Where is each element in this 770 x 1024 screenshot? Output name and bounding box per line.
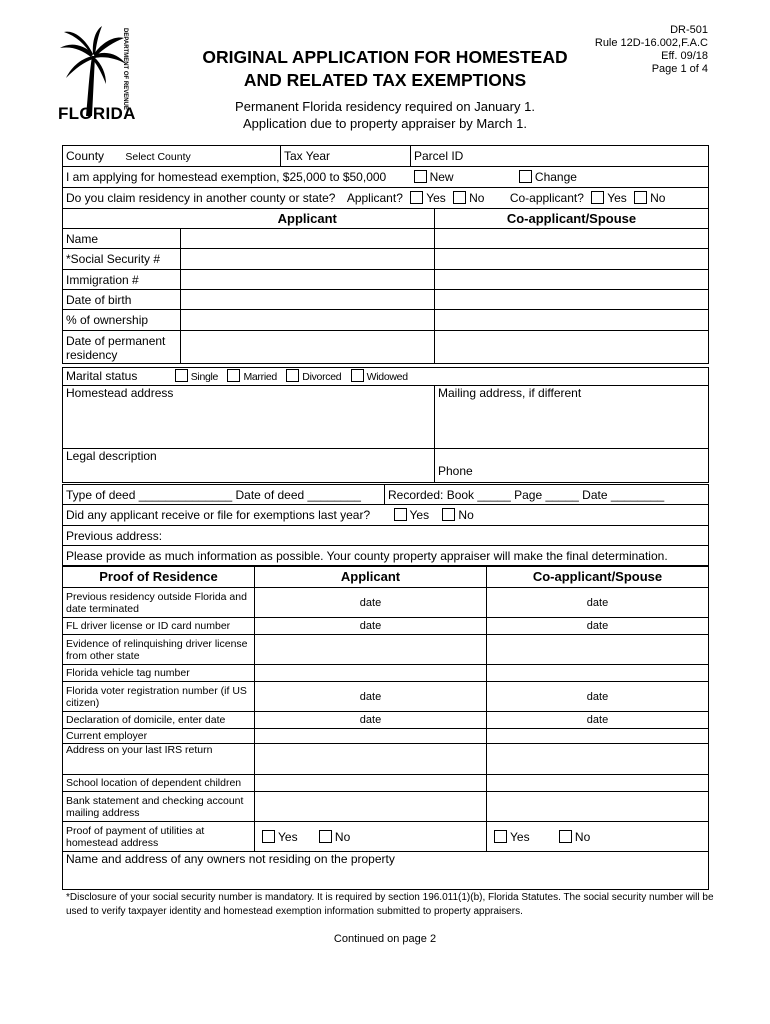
provide-info-note: Please provide as much information as possible. Your county property appraiser will make the final determination. [63,546,709,566]
proof-coapplicant-field[interactable] [487,775,709,792]
name-label: Name [63,229,181,249]
proof-row-label: Declaration of domicile, enter date [63,712,255,729]
proof-row-label: Florida voter registration number (if US citizen) [63,682,255,712]
utilities-coapplicant-no-checkbox[interactable] [559,830,572,843]
marital-status-row: Marital status Single Married Divorced Widowed [63,368,709,386]
proof-coapplicant-field[interactable]: date [487,712,709,729]
divorced-checkbox[interactable] [286,369,299,382]
proof-coapplicant-field[interactable] [487,792,709,822]
proof-coapplicant-field[interactable] [487,729,709,744]
residency-other-row: Do you claim residency in another county or state? Applicant? Yes No Co-applicant? Yes No [63,188,709,209]
immigration-label: Immigration # [63,270,181,290]
prior-exemption-row: Did any applicant receive or file for exemptions last year? Yes No [63,505,709,526]
prior-yes-checkbox[interactable] [394,508,407,521]
dob-label: Date of birth [63,290,181,310]
widowed-checkbox[interactable] [351,369,364,382]
applicant-ssn-field[interactable] [181,249,435,270]
deed-table [62,484,709,566]
coapplicant-residency-yes-checkbox[interactable] [591,191,604,204]
legal-description-field[interactable]: Legal description [63,449,435,483]
utilities-applicant-yes-checkbox[interactable] [262,830,275,843]
new-checkbox[interactable] [414,170,427,183]
form-identifier: DR-501 Rule 12D-16.002,F.A.C Eff. 09/18 Page 1 of 4 [594,24,708,75]
proof-applicant-header: Applicant [255,567,487,588]
proof-row-label: Proof of payment of utilities at homestead address [63,822,255,852]
change-checkbox[interactable] [519,170,532,183]
utilities-coapplicant-field: Yes No [487,822,709,852]
utilities-applicant-no-checkbox[interactable] [319,830,332,843]
proof-coapplicant-field[interactable]: date [487,618,709,635]
homestead-address-field[interactable]: Homestead address [63,386,435,449]
coapplicant-ssn-field[interactable] [435,249,709,270]
utilities-coapplicant-yes-checkbox[interactable] [494,830,507,843]
coapplicant-immigration-field[interactable] [435,270,709,290]
proof-applicant-field[interactable] [255,635,487,665]
deed-type-field[interactable]: Type of deed ______________ Date of deed ________ [63,485,385,505]
proof-coapplicant-field[interactable] [487,635,709,665]
tax-year-cell[interactable]: Tax Year [281,146,411,167]
proof-coapplicant-header: Co-applicant/Spouse [487,567,709,588]
coapplicant-dob-field[interactable] [435,290,709,310]
proof-header: Proof of Residence [63,567,255,588]
applicant-residency-no-checkbox[interactable] [453,191,466,204]
proof-of-residence-table [62,566,709,890]
proof-coapplicant-field[interactable]: date [487,588,709,618]
phone-field[interactable]: Phone [435,449,709,483]
continued-note: Continued on page 2 [333,933,437,945]
logo-side-text: DEPARTMENT OF REVENUE [122,28,128,110]
ownership-label: % of ownership [63,310,181,331]
applicant-dob-field[interactable] [181,290,435,310]
ssn-disclosure-footnote: *Disclosure of your social security number is mandatory. It is required by section 196.011(1)(b), Florida Statutes. The social security number will be used to verify taxpayer identity and homestead exemption information submitted to property appraisers. [66,892,714,917]
proof-applicant-field[interactable]: date [255,682,487,712]
proof-row-label: Bank statement and checking account mailing address [63,792,255,822]
coapplicant-ownership-field[interactable] [435,310,709,331]
proof-applicant-field[interactable]: date [255,618,487,635]
proof-row-label: School location of dependent children [63,775,255,792]
county-select[interactable]: Select County [125,150,191,163]
coapplicant-residency-no-checkbox[interactable] [634,191,647,204]
proof-row-label: Previous residency outside Florida and date terminated [63,588,255,618]
residency-notice: Permanent Florida residency required on January 1. Application due to property appraiser by March 1. [235,99,535,131]
coapplicant-header: Co-applicant/Spouse [435,209,709,229]
applicant-residency-yes-checkbox[interactable] [410,191,423,204]
address-table [62,367,709,483]
applicant-residency-date-field[interactable] [181,331,435,364]
proof-row-label: Address on your last IRS return [63,744,255,775]
proof-applicant-field[interactable] [255,744,487,775]
previous-address-field[interactable]: Previous address: [63,526,709,546]
proof-applicant-field[interactable] [255,792,487,822]
proof-coapplicant-field[interactable] [487,744,709,775]
proof-row-label: Current employer [63,729,255,744]
coapplicant-name-field[interactable] [435,229,709,249]
form-title: ORIGINAL APPLICATION FOR HOMESTEAD AND RELATED TAX EXEMPTIONS [202,47,568,90]
proof-coapplicant-field[interactable] [487,665,709,682]
parcel-id-cell[interactable]: Parcel ID [411,146,709,167]
proof-row-label: Evidence of relinquishing driver license from other state [63,635,255,665]
top-info-table [62,145,709,209]
single-checkbox[interactable] [175,369,188,382]
applicant-name-field[interactable] [181,229,435,249]
coapplicant-residency-date-field[interactable] [435,331,709,364]
proof-row-label: Florida vehicle tag number [63,665,255,682]
proof-applicant-field[interactable] [255,729,487,744]
utilities-applicant-field: Yes No [255,822,487,852]
applicant-header: Applicant [181,209,435,229]
logo-text: FLORIDA [58,104,136,123]
proof-row-label: FL driver license or ID card number [63,618,255,635]
permanent-residency-label: Date of permanent residency [63,331,181,364]
recorded-field[interactable]: Recorded: Book _____ Page _____ Date ________ [385,485,709,505]
proof-applicant-field[interactable]: date [255,588,487,618]
proof-applicant-field[interactable]: date [255,712,487,729]
non-resident-owners-field[interactable]: Name and address of any owners not residing on the property [63,852,709,890]
applicant-ownership-field[interactable] [181,310,435,331]
mailing-address-field[interactable]: Mailing address, if different [435,386,709,449]
applicant-immigration-field[interactable] [181,270,435,290]
county-cell: County Select County [63,146,281,167]
married-checkbox[interactable] [227,369,240,382]
applicant-info-table [62,208,709,364]
proof-applicant-field[interactable] [255,665,487,682]
applying-row: I am applying for homestead exemption, $25,000 to $50,000 New Change [63,167,709,188]
proof-applicant-field[interactable] [255,775,487,792]
prior-no-checkbox[interactable] [442,508,455,521]
proof-coapplicant-field[interactable]: date [487,682,709,712]
ssn-label: *Social Security # [63,249,181,270]
